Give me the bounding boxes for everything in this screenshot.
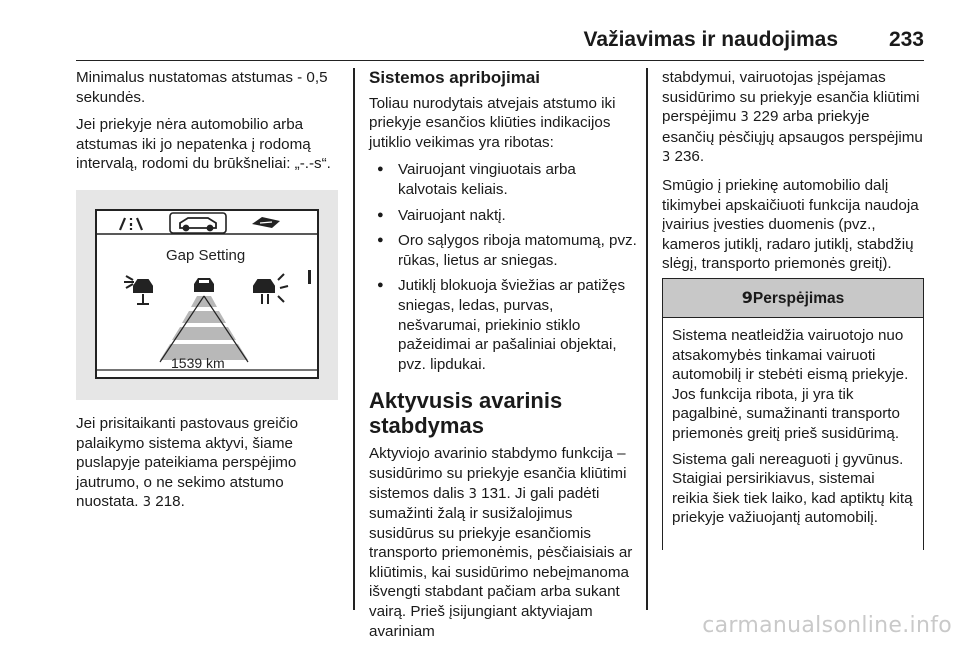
- instrument-display-figure: [76, 190, 338, 400]
- column-divider-2: [646, 68, 648, 610]
- page-reference: 218.: [155, 493, 185, 511]
- odometer-readout: 1539 km: [171, 355, 225, 371]
- warning-header: [663, 279, 923, 318]
- page-number: 233: [888, 28, 924, 51]
- selected-tab-frame: [170, 213, 226, 233]
- warning-title: Perspėjimas: [752, 290, 845, 307]
- page-title: Važiavimas ir naudojimas: [583, 28, 838, 51]
- paragraph-no-vehicle: Jei priekyje nėra automobilio arba atstumas iki jo nepatenka į rodomą intervalą, rodomi du brūkšneliai: „-.-s“.: [76, 116, 331, 173]
- list-item: ● Vairuojant naktį.: [369, 206, 637, 226]
- limitations-list: [369, 160, 637, 374]
- list-item: ● Oro sąlygos riboja matomumą, pvz. rūkas, lietus ar sniegas.: [369, 231, 637, 270]
- paragraph-emergency-braking: Aktyviojo avarinio stabdymo funkcija – susidūrimo su priekyje esančia kliūtimi sistemos dalis 3 131. Ji gali padėti sumažinti žalą ir susižalojimus susidūrus su priekyje esančiomis transporto priemonėmis, pėsčiaisiais ar kliūtimis, kai susidūrimo nebeįmanoma išvengti stabdant pačiam arba sukant vairą. Prieš įsijungiant aktyviajam avariniam: [369, 445, 633, 640]
- paragraph-min-distance: Minimalus nustatomas atstumas - 0,5 sekundės.: [76, 69, 328, 106]
- watermark: carmanualsonline.info: [702, 613, 952, 638]
- page-header: [76, 26, 924, 61]
- column-2: [369, 68, 637, 649]
- section-heading-emergency-braking: Aktyvusis avarinis stabdymas: [369, 388, 563, 439]
- paragraph-impact-probability: Smūgio į priekinę automobilio dalį tikimybei apskaičiuoti funkcija naudoja įvairius įvesties duomenis (pvz., kameros jutiklį, radaro jutiklį, stabdžių slėgį, transporto priemonės greitį).: [662, 176, 919, 273]
- list-item: ● Vairuojant vingiuotais arba kalvotais keliais.: [369, 160, 637, 199]
- list-item: ● Jutiklį blokuoja šviežias ar patižęs sniegas, ledas, purvas, nešvarumai, priekinio stiklo pažeidimai ar pašaliniai objektai, pvz. lipdukai.: [369, 276, 637, 374]
- column-divider-1: [353, 68, 355, 610]
- reference-arrow-icon: 3: [468, 486, 477, 502]
- column-1-bottom: [76, 414, 338, 521]
- warning-box: [662, 278, 924, 550]
- reference-arrow-icon: 3: [142, 495, 152, 511]
- column-3: [662, 68, 924, 282]
- paragraph-limitations-intro: Toliau nurodytais atvejais atstumo iki priekyje esančios kliūties indikacijos jutiklio veikimas yra ribotas:: [369, 94, 616, 151]
- gap-setting-display: [76, 190, 338, 400]
- warning-paragraph-1: Sistema neatleidžia vairuotojo nuo atsakomybės tinkamai vairuoti automobilį ir stebėti eismą priekyje. Jos funkcija ribota, ji yra tik pagalbinė, sumažinanti transporto priemonės greitį prieš susidūrimą.: [672, 327, 909, 442]
- paragraph-acc-note: Jei prisitaikanti pastovaus greičio palaikymo sistema aktyvi, šiame puslapyje pateikiama perspėjimo jautrumo, o ne sekimo atstumo nuostata. 3 218.: [76, 415, 299, 511]
- vehicle-ahead-icon: [194, 278, 214, 292]
- warning-body: [663, 318, 923, 528]
- reference-arrow-icon: 3: [740, 110, 749, 126]
- section-heading-limitations: Sistemos apribojimai: [369, 68, 540, 87]
- paragraph-warning-continuation: stabdymui, vairuotojas įspėjamas susidūrimo su priekyje esančia kliūtimi perspėjimu 3 229 arba priekyje esančių pėsčiųjų apsaugos perspėjimu 3 236.: [662, 69, 923, 166]
- column-1: [76, 68, 338, 182]
- warning-paragraph-2: Sistema gali nereaguoti į gyvūnus. Staigiai persirikiavus, sistemai reikia šiek tiek laiko, kad aptiktų kitą priekyje važiuojantį automobilį.: [672, 450, 913, 527]
- warning-triangle-icon: 9: [741, 288, 753, 307]
- gap-setting-title: Gap Setting: [166, 247, 246, 264]
- scroll-indicator: [308, 270, 311, 284]
- reference-arrow-icon: 3: [662, 150, 671, 166]
